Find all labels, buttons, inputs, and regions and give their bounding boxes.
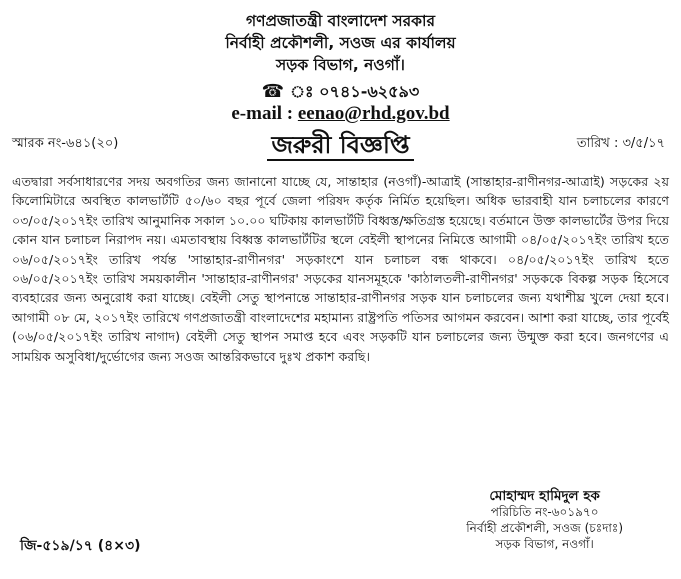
signature-block	[466, 488, 623, 552]
signatory-designation: নির্বাহী প্রকৌশলী, সওজ (চঃদাঃ)	[466, 521, 623, 535]
division-name: সড়ক বিভাগ, নওগাঁ।	[276, 56, 405, 74]
signatory-name: মোহাম্মদ হামিদুল হক	[489, 488, 600, 504]
notice-title-text: জরুরী বিজ্ঞপ্তি	[267, 131, 413, 161]
phone-line	[12, 82, 669, 102]
government-name: গণপ্রজাতন্ত্রী বাংলাদেশ সরকার	[245, 12, 436, 30]
signatory-id: পরিচিতি নং-৬০১৯৭০	[490, 505, 599, 519]
email-label: e-mail :	[231, 103, 294, 124]
notice-body: এতদ্বারা সর্বসাধারণের সদয় অবগতির জন্য জানানো যাচ্ছে যে, সান্তাহার (নওগাঁ)-আত্রাই (সান্তাহার-রাণীনগর-আত্রাই) সড়কের ২য় কিলোমিটারে অবস্থিত কালভার্টটি ৫০/৬০ বছর পূর্বে জেলা পরিষদ কর্তৃক নির্মিত হয়েছিল। অধিক ভারবাহী যান চলাচলের কারণে ০৩/০৫/২০১৭ইং তারিখ আনুমানিক সকাল ১০.০০ ঘটিকায় কালভার্টটি বিধ্বস্ত/ক্ষতিগ্রস্ত হয়েছে। বর্তমানে উক্ত কালভার্টের উপর দিয়ে কোন যান চলাচল নিরাপদ নয়। এমতাবস্থায় বিধ্বস্ত কালভার্টটির স্থলে বেইলী স্থাপনের নিমিত্তে আগামী ০৪/০৫/২০১৭ইং তারিখ হতে ০৬/০৫/২০১৭ইং তারিখ পর্যন্ত 'সান্তাহার-রাণীনগর' সড়কাংশে যান চলাচল বন্ধ থাকবে। ০৪/০৫/২০১৭ইং তারিখ হতে ০৬/০৫/২০১৭ইং তারিখ সময়কালীন 'সান্তাহার-রাণীনগর' সড়কের যানসমূহকে 'কাঠালতলী-রাণীনগর' সড়ককে বিকল্প সড়ক হিসেবে ব্যবহারের জন্য অনুরোধ করা যাচ্ছে। বেইলী সেতু স্থাপনান্তে সান্তাহার-রাণীনগর সড়ক যান চলাচলের জন্য যথাশীঘ্র খুলে দেয়া হবে। আগামী ০৮ মে, ২০১৭ইং তারিখে গণপ্রজাতন্ত্রী বাংলাদেশের মহামান্য রাষ্ট্রপতি পতিসর আগমন করবেন। আশা করা যাচ্ছে, তার পূর্বেই (০৬/০৫/২০১৭ইং তারিখ নাগাদ) বেইলী সেতু স্থাপন সমাপ্ত হবে এবং সড়কটি যান চলাচলের জন্য উন্মুক্ত করা হবে। জনগণের এ সাময়িক অসুবিধা/দুর্ভোগের জন্য সওজ আন্তরিকভাবে দুঃখ প্রকাশ করছি।	[12, 174, 669, 364]
office-name: নির্বাহী প্রকৌশলী, সওজ এর কার্যালয়	[225, 34, 456, 52]
reference-row	[12, 130, 669, 166]
notice-title	[12, 130, 669, 160]
memo-number: স্মারক নং-৬৪১(২০)	[12, 136, 119, 151]
letterhead	[12, 10, 669, 126]
ad-code: জি-৫১৯/১৭ (৪×৩)	[20, 538, 141, 554]
email-line	[12, 102, 669, 126]
telephone-icon: ☎	[261, 81, 285, 102]
notice-date: তারিখ : ৩/৫/১৭	[576, 136, 665, 151]
signatory-office: সড়ক বিভাগ, নওগাঁ।	[495, 537, 594, 551]
phone-number: ঃ ০৭৪১-৬২৫৯৩	[290, 82, 420, 101]
email-address-link[interactable]: eenao@rhd.gov.bd	[297, 103, 450, 124]
